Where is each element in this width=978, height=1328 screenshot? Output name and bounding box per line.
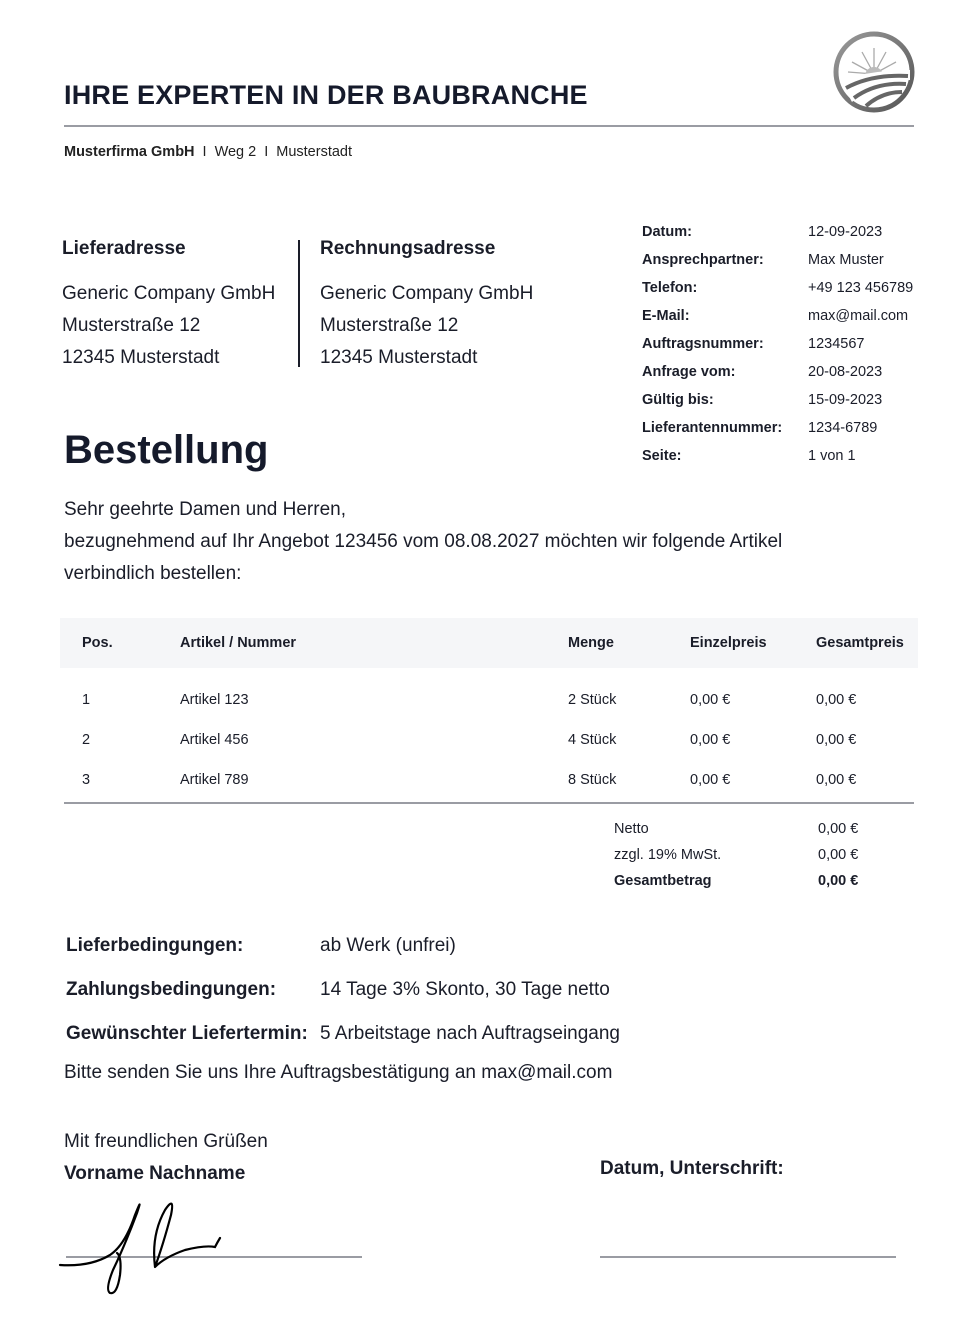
- col-article: Artikel / Nummer: [180, 635, 297, 651]
- table-cell: Artikel 789: [180, 772, 249, 788]
- col-pos: Pos.: [82, 635, 113, 651]
- table-header: [60, 618, 918, 668]
- order-meta: [642, 218, 913, 470]
- meta-label: Gültig bis:: [642, 392, 714, 408]
- address-line: Generic Company GmbH: [62, 283, 276, 304]
- meta-label: Lieferantennummer:: [642, 420, 783, 436]
- table-cell: 2 Stück: [568, 692, 617, 708]
- meta-value: 20-08-2023: [808, 364, 883, 380]
- terms: [66, 924, 620, 1056]
- table-row: [60, 668, 918, 720]
- address-line: 12345 Musterstadt: [62, 347, 220, 368]
- term-label: Lieferbedingungen:: [66, 935, 244, 956]
- meta-row: [642, 246, 913, 274]
- meta-value: max@mail.com: [808, 308, 909, 324]
- signature-image: [55, 1195, 225, 1300]
- table-divider: [64, 802, 914, 804]
- intro-text: [64, 494, 782, 590]
- table-cell: 0,00 €: [690, 692, 731, 708]
- intro-line: Sehr geehrte Damen und Herren,: [64, 499, 346, 520]
- meta-value: 15-09-2023: [808, 392, 883, 408]
- table-cell: 0,00 €: [816, 732, 857, 748]
- meta-row: [642, 358, 913, 386]
- term-row: [66, 924, 620, 968]
- tagline: IHRE EXPERTEN IN DER BAUBRANCHE: [64, 80, 588, 110]
- address-line: 12345 Musterstadt: [320, 347, 478, 368]
- totals: [614, 816, 858, 894]
- table-cell: 8 Stück: [568, 772, 617, 788]
- total-label: Gesamtbetrag: [614, 873, 712, 889]
- billing-address: [320, 238, 533, 374]
- total-label: Netto: [614, 821, 649, 837]
- meta-label: Ansprechpartner:: [642, 252, 764, 268]
- term-value: 5 Arbeitstage nach Auftragseingang: [320, 1023, 621, 1044]
- meta-label: Datum:: [642, 224, 692, 240]
- meta-label: Telefon:: [642, 280, 698, 296]
- page-title: Bestellung: [64, 428, 269, 472]
- meta-value: 1 von 1: [808, 448, 856, 464]
- meta-label: E-Mail:: [642, 308, 690, 324]
- confirmation-note: Bitte senden Sie uns Ihre Auftragsbestätigung an max@mail.com: [64, 1062, 613, 1083]
- total-value: 0,00 €: [818, 821, 859, 837]
- header-divider: [64, 125, 914, 127]
- meta-row: [642, 442, 913, 470]
- sender-company: Musterfirma GmbH: [64, 144, 195, 160]
- total-row: [614, 842, 858, 868]
- total-label: zzgl. 19% MwSt.: [614, 847, 722, 863]
- items-table: [60, 618, 918, 800]
- term-row: [66, 968, 620, 1012]
- table-cell: 0,00 €: [816, 692, 857, 708]
- meta-label: Auftragsnummer:: [642, 336, 764, 352]
- meta-row: [642, 302, 913, 330]
- table-cell: 0,00 €: [690, 772, 731, 788]
- separator: I: [264, 144, 269, 160]
- table-cell: 4 Stück: [568, 732, 617, 748]
- address-line: Musterstraße 12: [320, 315, 459, 336]
- total-value: 0,00 €: [818, 847, 859, 863]
- meta-label: Seite:: [642, 448, 682, 464]
- term-row: [66, 1012, 620, 1056]
- table-cell: 2: [82, 732, 91, 748]
- sender-line: [64, 144, 352, 160]
- total-row: [614, 868, 858, 894]
- table-cell: Artikel 456: [180, 732, 249, 748]
- address-line: Generic Company GmbH: [320, 283, 534, 304]
- term-value: 14 Tage 3% Skonto, 30 Tage netto: [320, 979, 610, 1000]
- logo-sun-field-icon: [832, 30, 916, 114]
- sender-city: Musterstadt: [276, 144, 352, 160]
- delivery-title: Lieferadresse: [62, 238, 186, 259]
- meta-value: +49 123 456789: [808, 280, 914, 296]
- term-label: Zahlungsbedingungen:: [66, 979, 277, 1000]
- total-row: [614, 816, 858, 842]
- total-value: 0,00 €: [818, 873, 859, 889]
- date-signature-label: Datum, Unterschrift:: [600, 1158, 784, 1179]
- address-line: Musterstraße 12: [62, 315, 201, 336]
- meta-row: [642, 330, 913, 358]
- closing: [64, 1126, 268, 1190]
- table-cell: Artikel 123: [180, 692, 249, 708]
- meta-row: [642, 218, 913, 246]
- address-divider: [298, 240, 300, 367]
- sender-street: Weg 2: [214, 144, 257, 160]
- intro-line: verbindlich bestellen:: [64, 563, 242, 584]
- meta-row: [642, 386, 913, 414]
- meta-label: Anfrage vom:: [642, 364, 736, 380]
- date-signature-line: [600, 1256, 896, 1258]
- meta-row: [642, 414, 913, 442]
- meta-row: [642, 274, 913, 302]
- table-cell: 0,00 €: [816, 772, 857, 788]
- meta-value: 1234-6789: [808, 420, 878, 436]
- col-total: Gesamtpreis: [816, 635, 904, 651]
- table-cell: 0,00 €: [690, 732, 731, 748]
- meta-value: 1234567: [808, 336, 865, 352]
- meta-value: Max Muster: [808, 252, 884, 268]
- table-row: [60, 760, 918, 800]
- meta-value: 12-09-2023: [808, 224, 883, 240]
- col-qty: Menge: [568, 635, 614, 651]
- billing-title: Rechnungsadresse: [320, 238, 496, 259]
- greeting: Mit freundlichen Grüßen: [64, 1131, 268, 1152]
- signer-name: Vorname Nachname: [64, 1163, 246, 1184]
- delivery-address: [62, 238, 275, 374]
- term-value: ab Werk (unfrei): [320, 935, 456, 956]
- intro-line: bezugnehmend auf Ihr Angebot 123456 vom 08.08.2027 möchten wir folgende Artikel: [64, 531, 783, 552]
- table-cell: 3: [82, 772, 91, 788]
- col-unit-price: Einzelpreis: [690, 635, 767, 651]
- table-cell: 1: [82, 692, 91, 708]
- term-label: Gewünschter Liefertermin:: [66, 1023, 308, 1044]
- table-row: [60, 720, 918, 760]
- separator: I: [202, 144, 207, 160]
